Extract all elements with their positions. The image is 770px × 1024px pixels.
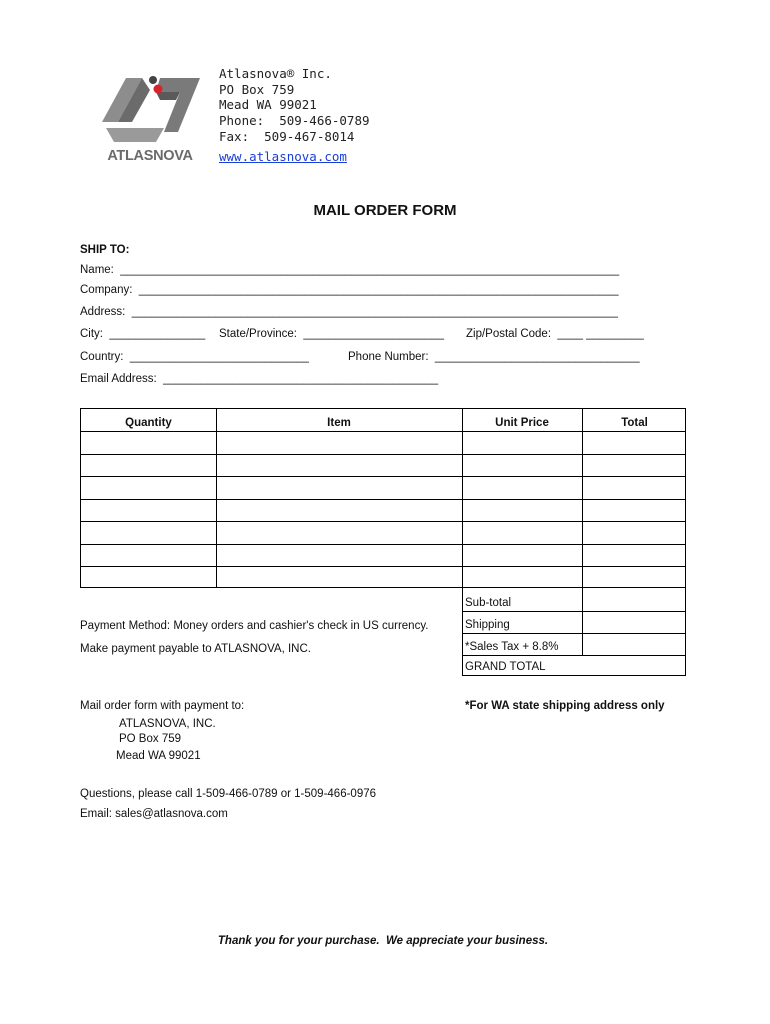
phone-number-field[interactable]: Phone Number: ________________________________ (348, 351, 640, 363)
header-quantity: Quantity (125, 417, 172, 429)
company-city: Mead WA 99021 (219, 97, 317, 112)
payment-payable-text: Make payment payable to ATLASNOVA, INC. (80, 643, 311, 655)
country-field[interactable]: Country: ____________________________ (80, 351, 309, 363)
logo-dark-dot (149, 76, 157, 84)
address-field[interactable]: Address: ____________________________________________________________________________ (80, 306, 618, 318)
questions-text: Questions, please call 1-509-466-0789 or 1-509-466-0976 (80, 788, 377, 800)
state-province-field[interactable]: State/Province: ______________________ (219, 328, 445, 340)
logo-text: ATLASNOVA (107, 148, 193, 164)
company-website-link[interactable]: www.atlasnova.com (219, 149, 347, 164)
logo-red-dot (154, 85, 163, 94)
email-address-field[interactable]: Email Address: ___________________________________________ (80, 373, 439, 385)
header-item: Item (327, 417, 351, 429)
payment-method-text: Payment Method: Money orders and cashier's check in US currency. (80, 620, 429, 632)
tax-note: *For WA state shipping address only (465, 700, 665, 712)
name-field[interactable]: Name: ______________________________________________________________________________ (80, 264, 620, 276)
order-table (80, 408, 686, 588)
contact-email: Email: sales@atlasnova.com (80, 808, 228, 820)
city-field[interactable]: City: _______________ (80, 328, 206, 340)
ship-to-heading: SHIP TO: (80, 244, 130, 256)
mail-to-line1: ATLASNOVA, INC. (119, 718, 216, 730)
company-fax: Fax: 509-467-8014 (219, 129, 355, 144)
atlasnova-logo (98, 72, 204, 164)
logo-right-shape (156, 78, 200, 132)
page-title: MAIL ORDER FORM (313, 202, 457, 219)
company-name: Atlasnova® Inc. (219, 66, 332, 81)
company-po-box: PO Box 759 (219, 82, 295, 97)
mail-to-heading: Mail order form with payment to: (80, 700, 245, 712)
thank-you-message: Thank you for your purchase. We appreciate your business. (217, 935, 549, 947)
header-total: Total (621, 417, 648, 429)
company-phone: Phone: 509-466-0789 (219, 113, 370, 128)
sales-tax-label: *Sales Tax + 8.8% (465, 641, 559, 653)
logo-bottom-shape (106, 128, 164, 142)
company-field[interactable]: Company: ___________________________________________________________________________ (80, 284, 619, 296)
mail-to-line2: PO Box 759 (119, 733, 182, 745)
mail-to-line3: Mead WA 99021 (116, 750, 201, 762)
zip-postal-code-field[interactable]: Zip/Postal Code: ____ _________ (466, 328, 644, 340)
totals-table (462, 588, 686, 676)
subtotal-label: Sub-total (465, 597, 512, 609)
shipping-label: Shipping (465, 619, 510, 631)
header-unit-price: Unit Price (495, 417, 549, 429)
grand-total-label: GRAND TOTAL (465, 661, 546, 673)
